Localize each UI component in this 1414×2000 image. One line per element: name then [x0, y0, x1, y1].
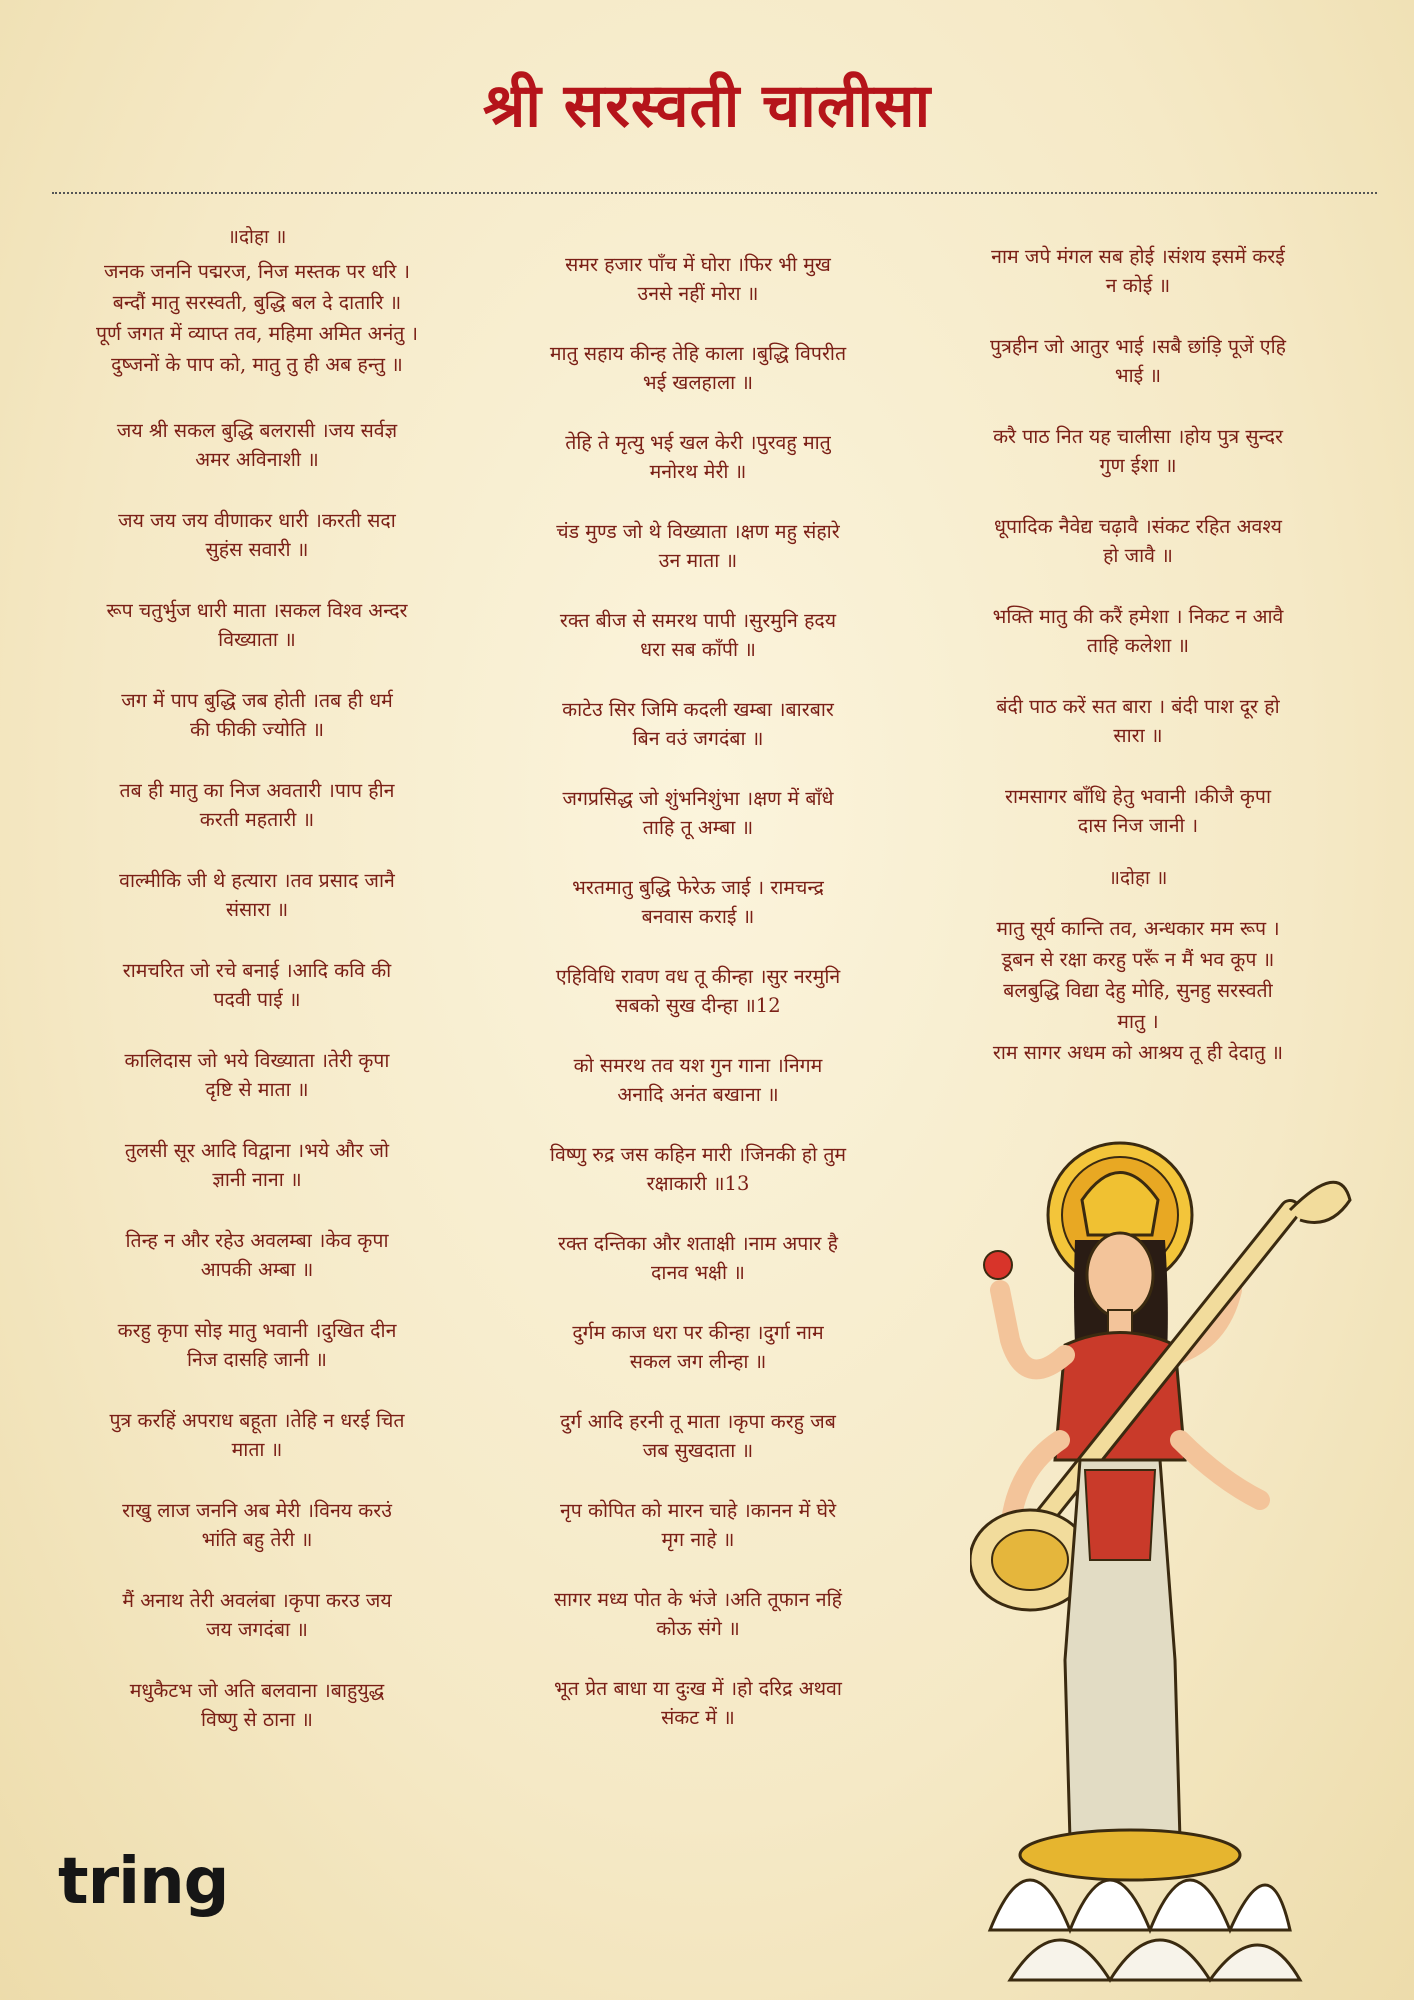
verse — [37, 686, 477, 776]
verse — [37, 596, 477, 686]
verse-line: सारा ॥ — [1113, 724, 1163, 747]
verse-line: जय श्री सकल बुद्धि बलरासी ।जय सर्वज्ञ — [116, 419, 398, 442]
doha-line: मातु । — [1117, 1010, 1159, 1033]
verse — [478, 1229, 918, 1318]
verse — [478, 339, 918, 428]
doha-line: डूबन से रक्षा करहु परूँ न मैं भव कूप ॥ — [1001, 948, 1275, 971]
verse-line: वाल्मीकि जी थे हत्यारा ।तव प्रसाद जानै — [119, 869, 395, 892]
verse — [918, 692, 1358, 782]
doha-line: जनक जननि पद्मरज, निज मस्तक पर धरि । — [104, 260, 410, 283]
verse-line: बिन वउं जगदंबा ॥ — [632, 727, 764, 750]
verse — [37, 1046, 477, 1136]
verse-line: मैं अनाथ तेरी अवलंबा ।कृपा करउ जय — [122, 1589, 392, 1612]
verse — [37, 776, 477, 866]
verse-line: दास निज जानी । — [1077, 814, 1199, 837]
verse-line: तिन्ह न और रहेउ अवलम्बा ।केव कृपा — [125, 1229, 389, 1252]
verse-line: विख्याता ॥ — [218, 628, 296, 651]
verse-line: भरतमातु बुद्धि फेरेऊ जाई । रामचन्द्र — [572, 876, 824, 899]
verse — [37, 1316, 477, 1406]
column-3 — [918, 215, 1358, 1068]
verse-line: निज दासहि जानी ॥ — [186, 1348, 327, 1371]
verse-line: भई खलहाला ॥ — [642, 371, 754, 394]
verse-line: दुर्गम काज धरा पर कीन्हा ।दुर्गा नाम — [572, 1321, 824, 1344]
doha-line: बन्दौं मातु सरस्वती, बुद्धि बल दे दातारि ॥ — [112, 291, 402, 314]
verse-line: अनादि अनंत बखाना ॥ — [617, 1083, 779, 1106]
verse-line: ज्ञानी नाना ॥ — [212, 1168, 302, 1191]
verse — [37, 1586, 477, 1676]
verse-line: मधुकैटभ जो अति बलवाना ।बाहुयुद्ध — [129, 1679, 385, 1702]
verse-line: ताहि कलेशा ॥ — [1086, 634, 1190, 657]
verse-line: रक्त बीज से समरथ पापी ।सुरमुनि हदय — [559, 609, 837, 632]
doha-line: बलबुद्धि विद्या देहु मोहि, सुनहु सरस्वती — [1003, 979, 1273, 1002]
verse-line: काटेउ सिर जिमि कदली खम्बा ।बारबार — [562, 698, 834, 721]
verse-line: जब सुखदाता ॥ — [642, 1439, 754, 1462]
verse-list — [918, 242, 1358, 872]
verse — [478, 1585, 918, 1674]
verse-line: अमर अविनाशी ॥ — [195, 448, 319, 471]
verse-line: पुत्रहीन जो आतुर भाई ।सबै छांड़ि पूजें एहि — [990, 335, 1286, 358]
verse-line: दृष्टि से माता ॥ — [205, 1078, 309, 1101]
verse — [918, 242, 1358, 332]
verse — [918, 602, 1358, 692]
verse-line: गुण ईशा ॥ — [1099, 454, 1177, 477]
brand-logo: tring — [58, 1845, 229, 1919]
verse-list — [478, 250, 918, 1763]
verse-line: संकट में ॥ — [661, 1706, 735, 1729]
verse-line: तब ही मातु का निज अवतारी ।पाप हीन — [119, 779, 395, 802]
verse — [478, 695, 918, 784]
verse-line: रामचरित जो रचे बनाई ।आदि कवि की — [122, 959, 392, 982]
verse — [37, 1226, 477, 1316]
verse-line: को समरथ तव यश गुन गाना ।निगम — [573, 1054, 823, 1077]
verse-line: संसारा ॥ — [225, 898, 289, 921]
verse-list — [37, 416, 477, 1766]
verse-line: भक्ति मातु की करैं हमेशा । निकट न आवै — [992, 605, 1284, 628]
verse-line: रक्षाकारी ॥13 — [646, 1172, 750, 1195]
verse-line: राखु लाज जननि अब मेरी ।विनय करउं — [122, 1499, 392, 1522]
verse-line: जग में पाप बुद्धि जब होती ।तब ही धर्म — [121, 689, 393, 712]
verse — [478, 873, 918, 962]
verse — [37, 416, 477, 506]
verse-line: सागर मध्य पोत के भंजे ।अति तूफान नहिं — [554, 1588, 842, 1611]
verse — [37, 1496, 477, 1586]
column-2 — [478, 215, 918, 1763]
verse — [478, 1674, 918, 1763]
verse-line: की फीकी ज्योति ॥ — [189, 718, 325, 741]
verse-line: करती महतारी ॥ — [199, 808, 315, 831]
verse-line: विष्णु से ठाना ॥ — [201, 1708, 313, 1731]
verse — [478, 606, 918, 695]
verse — [918, 782, 1358, 872]
verse-line: पुत्र करहिं अपराध बहूता ।तेहि न धरई चित — [109, 1409, 405, 1432]
verse — [478, 1318, 918, 1407]
column-1 — [37, 215, 477, 1766]
verse — [37, 1406, 477, 1496]
verse — [37, 866, 477, 956]
doha-line: मातु सूर्य कान्ति तव, अन्धकार मम रूप । — [996, 917, 1280, 940]
verse-line: आपकी अम्बा ॥ — [200, 1258, 314, 1281]
doha-heading: ॥दोहा ॥ — [227, 226, 287, 248]
opening-doha — [37, 256, 477, 380]
verse — [478, 1140, 918, 1229]
verse-line: तुलसी सूर आदि विद्वाना ।भये और जो — [124, 1139, 390, 1162]
verse-line: नाम जपे मंगल सब होई ।संशय इसमें करई — [991, 245, 1285, 268]
verse-line: रूप चतुर्भुज धारी माता ।सकल विश्व अन्दर — [106, 599, 408, 622]
verse — [478, 1496, 918, 1585]
verse-line: रक्त दन्तिका और शताक्षी ।नाम अपार है — [558, 1232, 838, 1255]
verse-line: एहिविधि रावण वध तू कीन्हा ।सुर नरमुनि — [555, 965, 841, 988]
verse-line: विष्णु रुद्र जस कहिन मारी ।जिनकी हो तुम — [549, 1143, 847, 1166]
verse-line: जगप्रसिद्ध जो शुंभनिशुंभा ।क्षण में बाँधे — [562, 787, 834, 810]
verse — [918, 512, 1358, 602]
verse-line: बनवास कराई ॥ — [641, 905, 755, 928]
verse-line: भाई ॥ — [1114, 364, 1162, 387]
verse — [37, 1136, 477, 1226]
verse-line: करहु कृपा सोइ मातु भवानी ।दुखित दीन — [117, 1319, 397, 1342]
verse — [478, 1407, 918, 1496]
verse-line: न कोई ॥ — [1105, 274, 1171, 297]
verse-line: सुहंस सवारी ॥ — [205, 538, 309, 561]
doha-heading: ॥दोहा ॥ — [1108, 867, 1168, 889]
verse — [478, 517, 918, 606]
verse — [918, 332, 1358, 422]
verse-line: मृग नाहे ॥ — [661, 1528, 735, 1551]
verse-line: पदवी पाई ॥ — [213, 988, 301, 1011]
verse-line: भूत प्रेत बाधा या दुःख में ।हो दरिद्र अथवा — [554, 1677, 842, 1700]
verse-line: कोऊ संगे ॥ — [656, 1617, 740, 1640]
doha-line: दुष्जनों के पाप को, मातु तु ही अब हन्तु ॥ — [111, 353, 403, 376]
verse — [37, 956, 477, 1046]
verse — [478, 250, 918, 339]
verse-line: उनसे नहीं मोरा ॥ — [637, 282, 759, 305]
closing-doha — [918, 913, 1358, 1068]
verse-line: जय जय जय वीणाकर धारी ।करती सदा — [118, 509, 396, 532]
verse-line: करै पाठ नित यह चालीसा ।होय पुत्र सुन्दर — [993, 425, 1283, 448]
verse-line: कालिदास जो भये विख्याता ।तेरी कृपा — [124, 1049, 390, 1072]
verse-line: बंदी पाठ करें सत बारा । बंदी पाश दूर हो — [996, 695, 1280, 718]
verse-line: उन माता ॥ — [658, 549, 738, 572]
verse-line: ताहि तू अम्बा ॥ — [642, 816, 754, 839]
verse-line: नृप कोपित को मारन चाहे ।कानन में घेरे — [559, 1499, 837, 1522]
verse-line: तेहि ते मृत्यु भई खल केरी ।पुरवहु मातु — [565, 431, 831, 454]
verse-line: मातु सहाय कीन्ह तेहि काला ।बुद्धि विपरीत — [549, 342, 847, 365]
verse — [37, 506, 477, 596]
verse-line: माता ॥ — [231, 1438, 283, 1461]
verse-line: धरा सब काँपी ॥ — [640, 638, 756, 661]
verse-line: हो जावै ॥ — [1103, 544, 1173, 567]
verse-line: रामसागर बाँधि हेतु भवानी ।कीजै कृपा — [1004, 785, 1272, 808]
verse — [918, 422, 1358, 512]
verse-line: चंड मुण्ड जो थे विख्याता ।क्षण महु संहारे — [556, 520, 840, 543]
doha-line: पूर्ण जगत में व्याप्त तव, महिमा अमित अनंतु । — [95, 322, 419, 345]
verse — [478, 428, 918, 517]
verse — [478, 1051, 918, 1140]
saraswati-illustration-icon — [970, 1140, 1360, 1990]
doha-line: राम सागर अधम को आश्रय तू ही देदातु ॥ — [992, 1041, 1284, 1064]
verse-line: मनोरथ मेरी ॥ — [649, 460, 747, 483]
verse-line: दानव भक्षी ॥ — [651, 1261, 745, 1284]
verse-line: जय जगदंबा ॥ — [206, 1618, 308, 1641]
page-title: श्री सरस्वती चालीसा — [482, 71, 932, 141]
verse-line: सबको सुख दीन्हा ॥12 — [615, 994, 781, 1017]
verse — [478, 784, 918, 873]
title-divider — [52, 192, 1377, 194]
verse-line: सकल जग लीन्हा ॥ — [629, 1350, 767, 1373]
verse-line: भांति बहु तेरी ॥ — [201, 1528, 313, 1551]
verse-line: समर हजार पाँच में घोरा ।फिर भी मुख — [565, 253, 831, 276]
verse-line: दुर्ग आदि हरनी तू माता ।कृपा करहु जब — [560, 1410, 836, 1433]
verse-line: धूपादिक नैवेद्य चढ़ावै ।संकट रहित अवश्य — [994, 515, 1282, 538]
verse — [37, 1676, 477, 1766]
verse — [478, 962, 918, 1051]
